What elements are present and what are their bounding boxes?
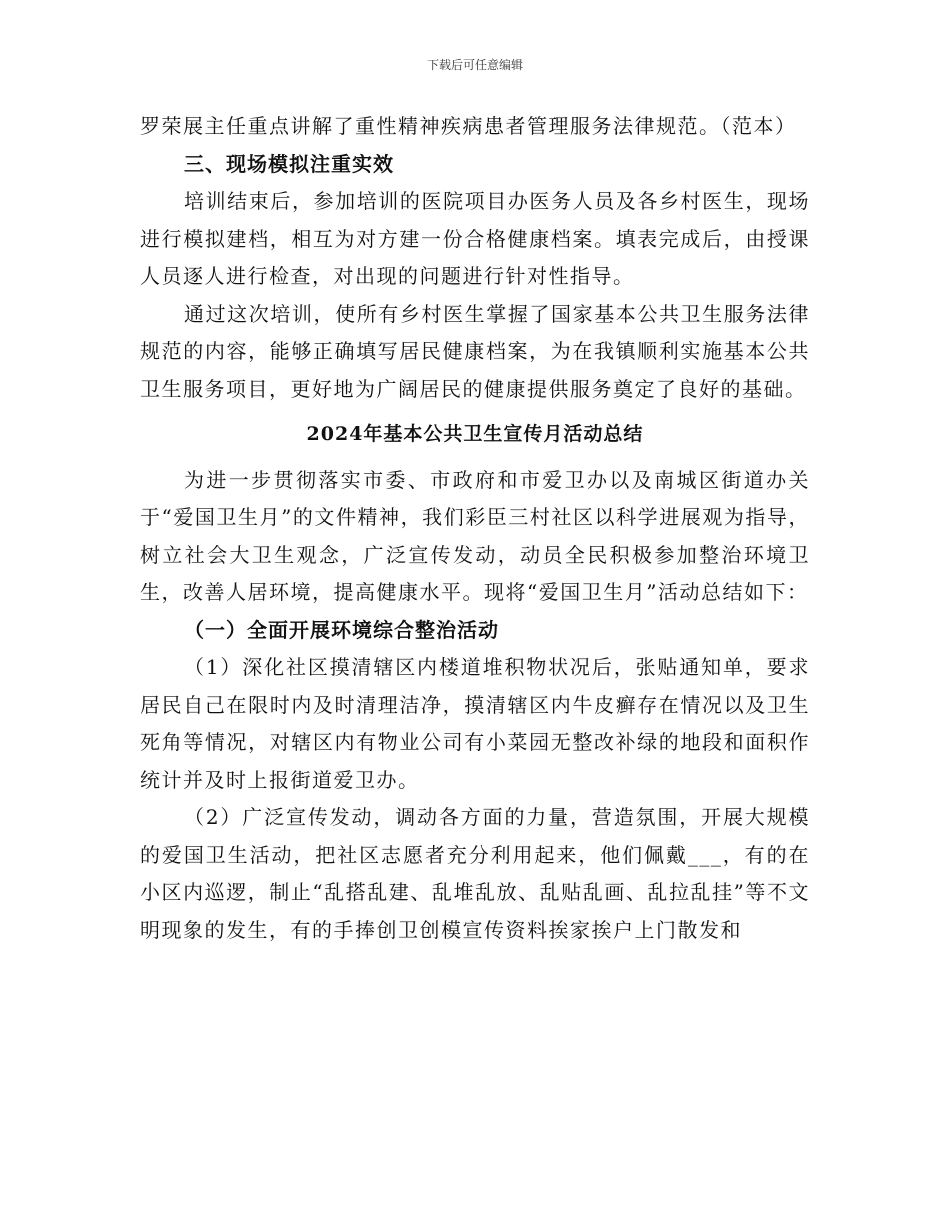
document-title: 2024年基本公共卫生宣传月活动总结 — [306, 423, 644, 445]
section-heading-1: （一）全面开展环境综合整治活动 — [184, 617, 499, 642]
paragraph-item-2: （2）广泛宣传发动，调动各方面的力量，营造氛围，开展大规模的爱国卫生活动，把社区志愿者充分利用起来，他们佩戴___，有的在小区内巡逻，制止“乱搭乱建、乱堆乱放、乱贴乱画、乱拉乱挂”等不文明现象的发生，有的手捧创卫创模宣传资料挨家挨户上门散发和 — [140, 805, 810, 942]
document-body — [140, 108, 810, 949]
paragraph-simulation: 培训结束后，参加培训的医院项目办医务人员及各乡村医生，现场进行模拟建档，相互为对方建一份合格健康档案。填表完成后，由授课人员逐人进行检查，对出现的问题进行针对性指导。 — [140, 189, 810, 288]
page-header: 下载后可任意编辑 — [426, 58, 523, 72]
section-heading-3: 三、现场模拟注重实效 — [184, 151, 394, 176]
paragraph-item-1: （1）深化社区摸清辖区内楼道堆积物状况后，张贴通知单，要求居民自己在限时内及时清理洁净，摸清辖区内牛皮癣存在情况以及卫生死角等情况，对辖区内有物业公司有小菜园无整改补绿的地段和面积作统计并及时上报街道爱卫办。 — [140, 655, 810, 792]
paragraph-continuation: 罗荣展主任重点讲解了重性精神疾病患者管理服务法律规范。（范本） — [140, 114, 797, 138]
paragraph-intro: 为进一步贯彻落实市委、市政府和市爱卫办以及南城区街道办关于“爱国卫生月”的文件精神，我们彩臣三村社区以科学进展观为指导，树立社会大卫生观念，广泛宣传发动，动员全民积极参加整治环境卫生，改善人居环境，提高健康水平。现将“爱国卫生月”活动总结如下： — [140, 467, 810, 604]
paragraph-training-result: 通过这次培训，使所有乡村医生掌握了国家基本公共卫生服务法律规范的内容，能够正确填写居民健康档案，为在我镇顺利实施基本公共卫生服务项目，更好地为广阔居民的健康提供服务奠定了良好的基础。 — [140, 301, 810, 401]
